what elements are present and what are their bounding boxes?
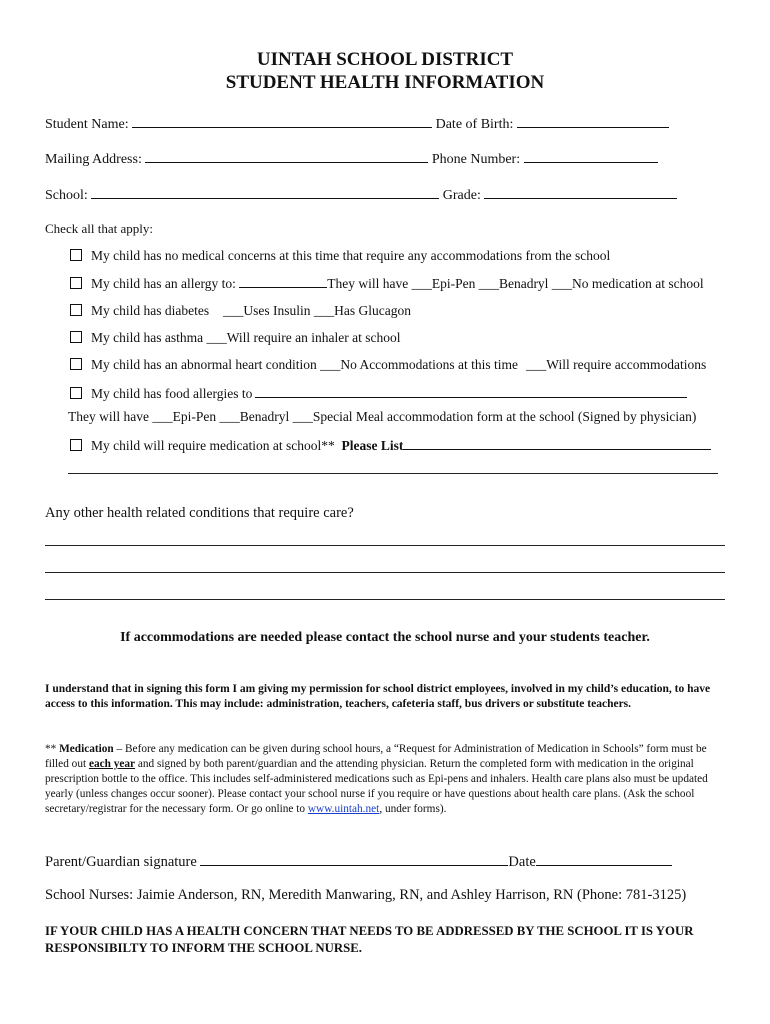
accommodations-notice: If accommodations are needed please contact the school nurse and your students teacher.	[120, 630, 650, 645]
dob-blank[interactable]	[517, 114, 669, 128]
checkbox[interactable]	[70, 249, 82, 261]
other-conditions-line-2[interactable]	[45, 572, 725, 573]
food-allergy-blank[interactable]	[255, 384, 687, 398]
school-blank[interactable]	[91, 185, 439, 199]
checkbox[interactable]	[70, 358, 82, 370]
uintah-website-link[interactable]: www.uintah.net	[307, 803, 380, 815]
student-name-label: Student Name:	[45, 117, 129, 132]
permission-statement: I understand that in signing this form I am giving my permission for school district employees, involved in my child’s education, to have access to this information. This may include: administration, teachers, cafeteria staff, bus drivers or substitute teachers.	[45, 683, 711, 710]
grade-label: Grade:	[442, 188, 481, 203]
phone-blank[interactable]	[524, 149, 658, 163]
other-conditions-line-1[interactable]	[45, 545, 725, 546]
checkbox[interactable]	[70, 439, 82, 451]
form-subtitle: STUDENT HEALTH INFORMATION	[225, 72, 545, 93]
grade-blank[interactable]	[484, 185, 677, 199]
medication-list-blank[interactable]	[403, 436, 711, 450]
other-conditions-question: Any other health related conditions that require care?	[45, 505, 354, 521]
mailing-address-blank[interactable]	[145, 149, 428, 163]
checkbox[interactable]	[70, 387, 82, 399]
other-conditions-line-3[interactable]	[45, 599, 725, 600]
mailing-address-label: Mailing Address:	[45, 152, 142, 167]
check-item-diabetes: My child has diabetes ___Uses Insulin ___Has Glucagon	[70, 302, 411, 319]
signature-blank[interactable]	[200, 852, 508, 866]
responsibility-footer: IF YOUR CHILD HAS A HEALTH CONCERN THAT NEEDS TO BE ADDRESSED BY THE SCHOOL IT IS YOUR RESPONSIBILTY TO INFORM THE SCHOOL NURSE.	[45, 924, 694, 955]
school-label: School:	[45, 188, 88, 203]
student-name-blank[interactable]	[132, 114, 432, 128]
school-nurses: School Nurses: Jaimie Anderson, RN, Meredith Manwaring, RN, and Ashley Harrison, RN (Phone: 781-3125)	[45, 887, 687, 903]
allergy-blank[interactable]	[239, 274, 327, 288]
check-item-allergy: My child has an allergy to: They will have ___Epi-Pen ___Benadryl ___No medication at school	[70, 274, 704, 292]
form-title: UINTAH SCHOOL DISTRICT	[256, 49, 514, 70]
school-field	[45, 185, 677, 204]
check-item-heart: My child has an abnormal heart condition ___No Accommodations at this time ___Will require accommodations	[70, 356, 706, 373]
phone-label: Phone Number:	[431, 152, 521, 167]
dob-label: Date of Birth:	[435, 117, 514, 132]
checkbox[interactable]	[70, 331, 82, 343]
medication-paragraph: ** Medication – Before any medication can be given during school hours, a “Request for Administration of Medication in Schools” form must be filled out each year and signed by both parent/guardian and the attending physician. Return the completed form with medication in the original prescription bottle to the office. This includes self-administered medications such as Epi-pens and inhalers. Health care plans also must be updated yearly (unless changes occur sooner). Please contact your school nurse if you require or have questions about health care plans. (Ask the school secretary/registrar for the necessary form. Or go online to www.uintah.net, under forms).	[45, 743, 708, 815]
date-label: Date	[508, 854, 536, 870]
checkbox[interactable]	[70, 304, 82, 316]
checkbox[interactable]	[70, 277, 82, 289]
date-blank[interactable]	[536, 852, 672, 866]
mailing-address-field	[45, 149, 658, 168]
student-name-field	[45, 114, 669, 133]
signature-row	[45, 852, 672, 871]
checklist-intro: Check all that apply:	[45, 221, 153, 236]
check-item-medication: My child will require medication at school** Please List	[70, 436, 711, 454]
check-item-no-concerns: My child has no medical concerns at this time that require any accommodations from the school	[70, 247, 610, 264]
food-allergy-options: They will have ___Epi-Pen ___Benadryl ___Special Meal accommodation form at the school (Signed by physician)	[68, 409, 697, 424]
check-item-food-allergy: My child has food allergies to	[70, 384, 687, 402]
medication-list-line[interactable]	[68, 473, 718, 474]
signature-label: Parent/Guardian signature	[45, 854, 197, 870]
check-item-asthma: My child has asthma ___Will require an inhaler at school	[70, 329, 401, 346]
